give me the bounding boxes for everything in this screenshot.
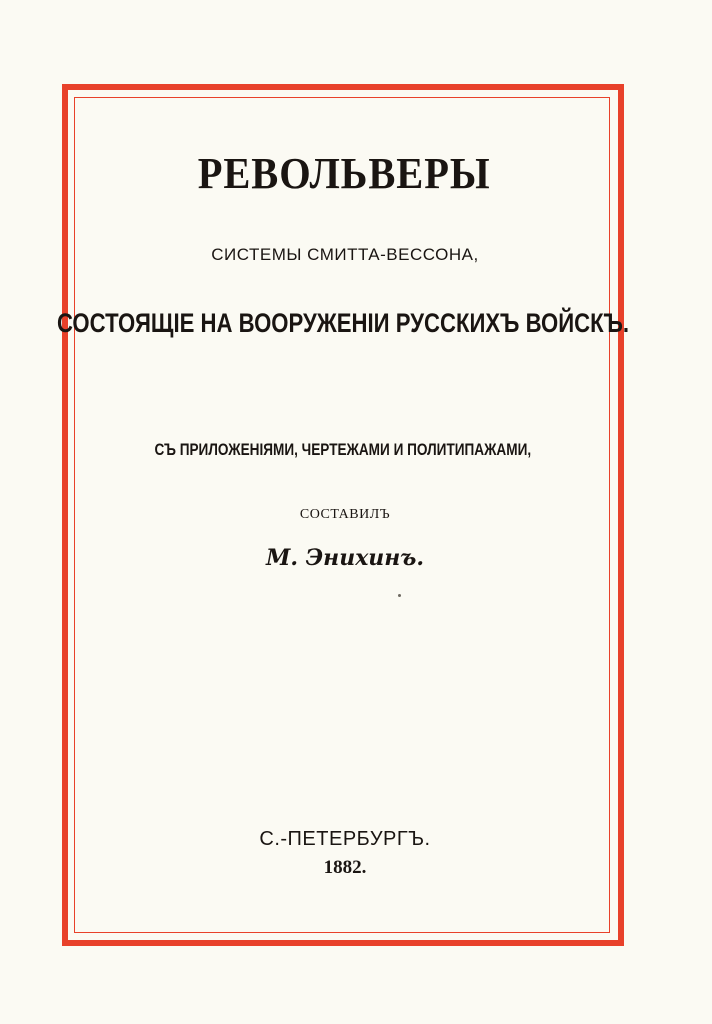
book-title: РЕВОЛЬВЕРЫ <box>197 149 491 198</box>
subtitle-service: СОСТОЯЩІЕ НА ВООРУЖЕНІИ РУССКИХЪ ВОЙСКЪ. <box>56 308 630 338</box>
paper-speck <box>398 594 401 597</box>
publication-year: 1882. <box>323 857 367 878</box>
compiled-by-label: СОСТАВИЛЪ <box>299 507 391 522</box>
subtitle-system: СИСТЕМЫ СМИТТА-ВЕССОНА, <box>211 245 479 264</box>
appendix-note: СЪ ПРИЛОЖЕНІЯМИ, ЧЕРТЕЖАМИ И ПОЛИТИПАЖАМИ, <box>154 440 532 459</box>
publication-city: С.-ПЕТЕРБУРГЪ. <box>259 828 431 850</box>
author-name: М. Энихинъ. <box>265 545 424 571</box>
